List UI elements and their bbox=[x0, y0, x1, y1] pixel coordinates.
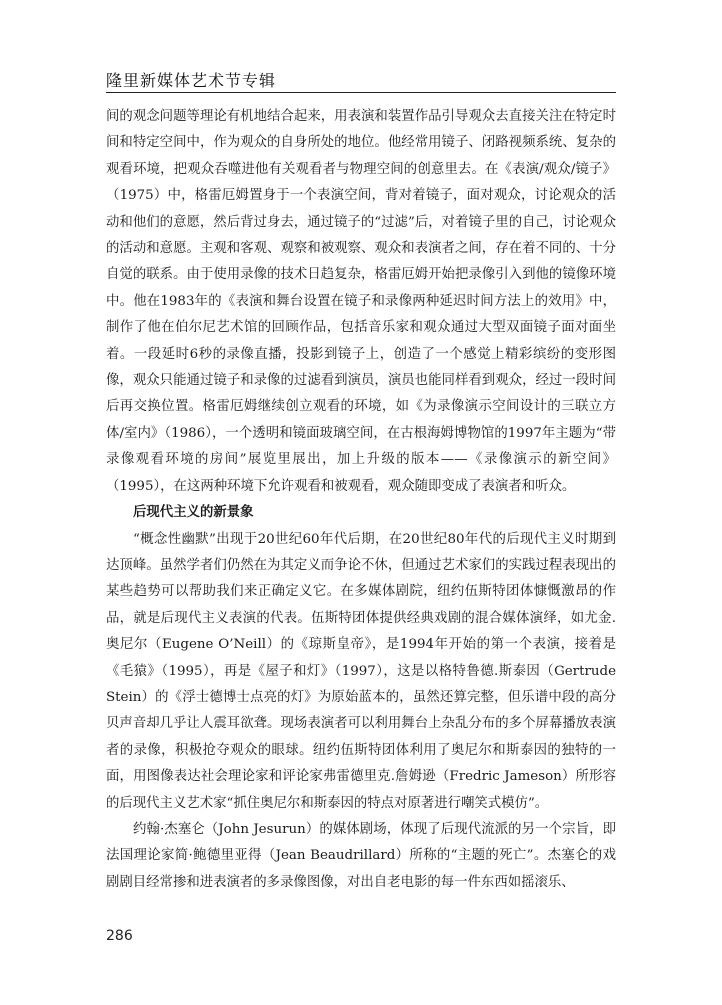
body-paragraph-3: 约翰·杰塞仑（John Jesurun）的媒体剧场，体现了后现代流派的另一个宗旨，即法国理论家简·鲍德里亚得（Jean Beaudrillard）所称的“主题的死亡”。杰塞仑的戏剧剧目经常掺和进表演者的多录像图像，对出自老电影的每一件东西如摇滚乐、 bbox=[106, 821, 616, 890]
body-paragraph-1: 间的观念问题等理论有机地结合起来，用表演和装置作品引导观众去直接关注在特定时间和特定空间中，作为观众的自身所处的地位。他经常用镜子、闭路视频系统、复杂的观看环境，把观众吞噬进他有关观看者与物理空间的创意里去。在《表演/观众/镜子》（1975）中，格雷厄姆置身于一个表演空间，背对着镜子，面对观众，讨论观众的活动和他们的意愿，然后背过身去，通过镜子的“过滤”后，对着镜子里的自己，讨论观众的活动和意愿。主观和客观、观察和被观察、观众和表演者之间，存在着不同的、十分自觉的联系。由于使用录像的技术日趋复杂，格雷厄姆开始把录像引入到他的镜像环境中。他在1983年的《表演和舞台设置在镜子和录像两种延迟时间方法上的效用》中，制作了他在伯尔尼艺术馆的回顾作品，包括音乐家和观众通过大型双面镜子面对面坐着。一段延时6秒的录像直播，投影到镜子上，创造了一个感觉上精彩缤纷的变形图像，观众只能通过镜子和录像的过滤看到演员，演员也能同样看到观众，经过一段时间后再交换位置。格雷厄姆继续创立观看的环境，如《为录像演示空间设计的三联立方体/室内》（1986），一个透明和镜面玻璃空间，在古根海姆博物馆的1997年主题为“带录像观看环境的房间”展览里展出，加上升级的版本——《录像演示的新空间》（1995），在这两种环境下允许观看和被观看，观众随即变成了表演者和听众。 bbox=[106, 109, 616, 494]
header-title: 隆里新媒体艺术节专辑 bbox=[106, 71, 277, 90]
running-header bbox=[106, 64, 616, 93]
page-number: 286 bbox=[106, 928, 133, 944]
section-heading: 后现代主义的新景象 bbox=[133, 505, 254, 521]
body-paragraph-2: “概念性幽默”出现于20世纪60年代后期，在20世纪80年代的后现代主义时期到达顶峰。虽然学者们仍然在为其定义而争论不休，但通过艺术家们的实践过程表现出的某些趋势可以帮助我们来正确定义它。在多媒体剧院，纽约伍斯特团体慷慨激昂的作品，就是后现代主义表演的代表。伍斯特团体提供经典戏剧的混合媒体演绎，如尤金.奥尼尔（Eugene O’Neill）的《琼斯皇帝》，是1994年开始的第一个表演，接着是《毛猿》（1995），再是《屋子和灯》（1997），这是以格特鲁德.斯泰因（Gertrude Stein）的《浮士德博士点亮的灯》为原始蓝本的，虽然还算完整，但乐谱中段的高分贝声音却几乎让人震耳欲聋。现场表演者可以利用舞台上杂乱分布的多个屏幕播放表演者的录像，积极抢夺观众的眼球。纽约伍斯特团体利用了奥尼尔和斯泰因的独特的一面，用图像表达社会理论家和评论家弗雷德里克.詹姆逊（Fredric Jameson）所形容的后现代主义艺术家“抓住奥尼尔和斯泰因的特点对原著进行嘲笑式模仿”。 bbox=[106, 531, 616, 811]
page-body bbox=[106, 104, 616, 896]
